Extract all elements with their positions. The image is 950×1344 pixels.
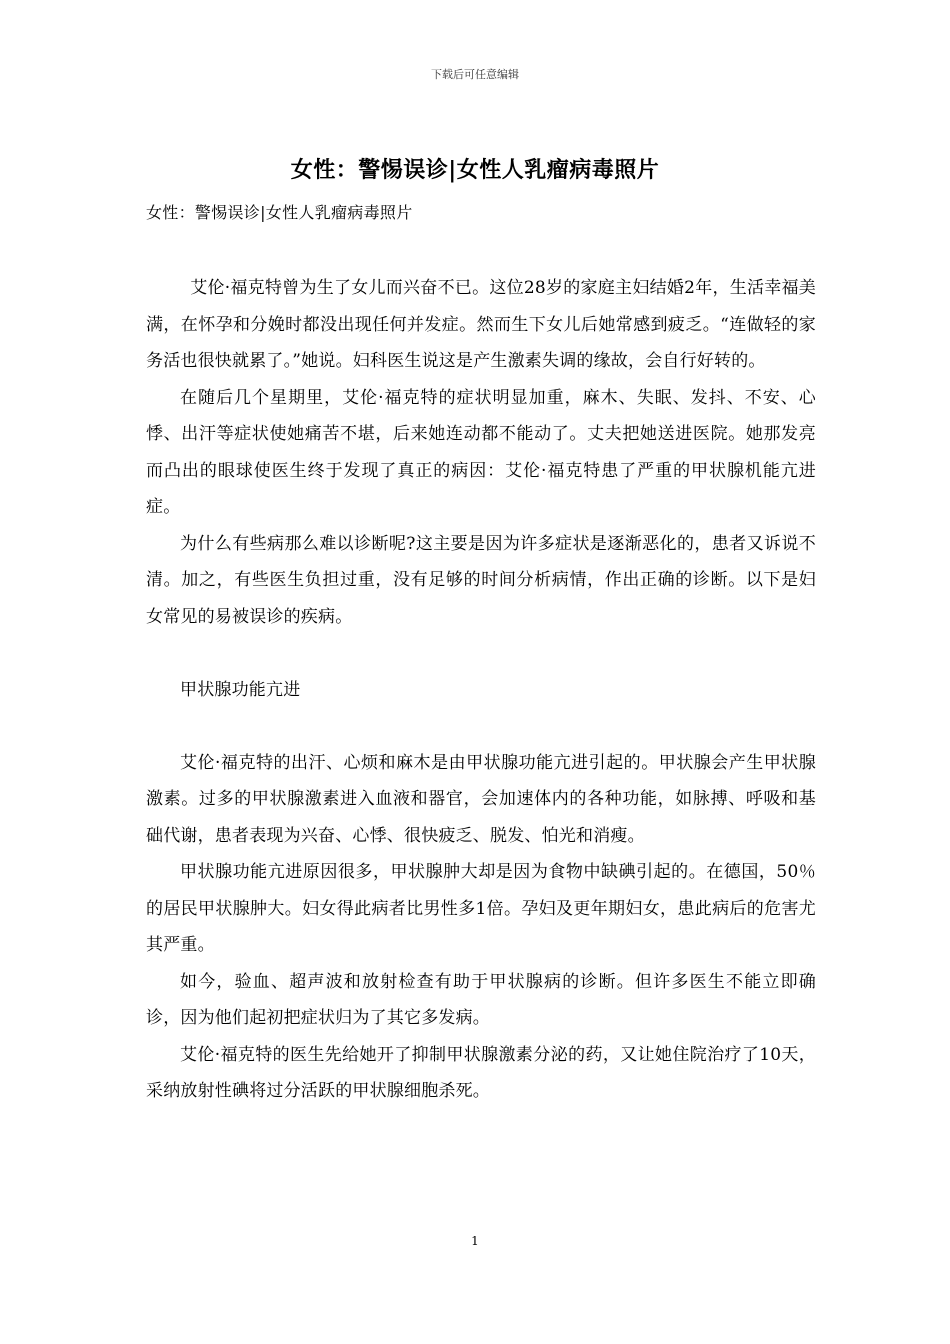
page-number: 1 [471, 1234, 479, 1248]
paragraph: 如今，验血、超声波和放射检查有助于甲状腺病的诊断。但许多医生不能立即确诊，因为他们起初把症状归为了其它多发病。 [146, 971, 816, 1028]
document-title: 女性：警惕误诊|女性人乳瘤病毒照片 [290, 157, 660, 183]
section-heading: 甲状腺功能亢进 [180, 679, 301, 700]
paragraph: 艾伦·福克特的医生先给她开了抑制甲状腺激素分泌的药，又让她住院治疗了10天，采纳放射性碘将过分活跃的甲状腺细胞杀死。 [146, 1044, 816, 1101]
header-note: 下载后可任意编辑 [431, 68, 519, 81]
paragraph: 艾伦·福克特曾为生了女儿而兴奋不已。这位28岁的家庭主妇结婚2年，生活幸福美满，在怀孕和分娩时都没出现任何并发症。然而生下女儿后她常感到疲乏。“连做轻的家务活也很快就累了。”她说。妇科医生说这是产生激素失调的缘故，会自行好转的。 [146, 278, 816, 371]
paragraph: 在随后几个星期里，艾伦·福克特的症状明显加重，麻木、失眠、发抖、不安、心悸、出汗等症状使她痛苦不堪，后来她连动都不能动了。丈夫把她送进医院。她那发亮而凸出的眼球使医生终于发现了真正的病因：艾伦·福克特患了严重的甲状腺机能亢进症。 [146, 387, 816, 517]
spacer [146, 708, 816, 745]
paragraph: 为什么有些病那么难以诊断呢?这主要是因为许多症状是逐渐恶化的，患者又诉说不清。加之，有些医生负担过重，没有足够的时间分析病情，作出正确的诊断。以下是妇女常见的易被误诊的疾病。 [146, 533, 816, 627]
paragraph: 甲状腺功能亢进原因很多，甲状腺肿大却是因为食物中缺碘引起的。在德国，50％的居民甲状腺肿大。妇女得此病者比男性多1倍。孕妇及更年期妇女，患此病后的危害尤其严重。 [146, 862, 816, 955]
document-body [146, 270, 816, 1110]
spacer [146, 635, 816, 672]
paragraph: 艾伦·福克特的出汗、心烦和麻木是由甲状腺功能亢进引起的。甲状腺会产生甲状腺激素。过多的甲状腺激素进入血液和器官，会加速体内的各种功能，如脉搏、呼吸和基础代谢，患者表现为兴奋、心悸、很快疲乏、脱发、怕光和消瘦。 [146, 752, 816, 846]
document-subtitle: 女性：警惕误诊|女性人乳瘤病毒照片 [146, 203, 413, 222]
